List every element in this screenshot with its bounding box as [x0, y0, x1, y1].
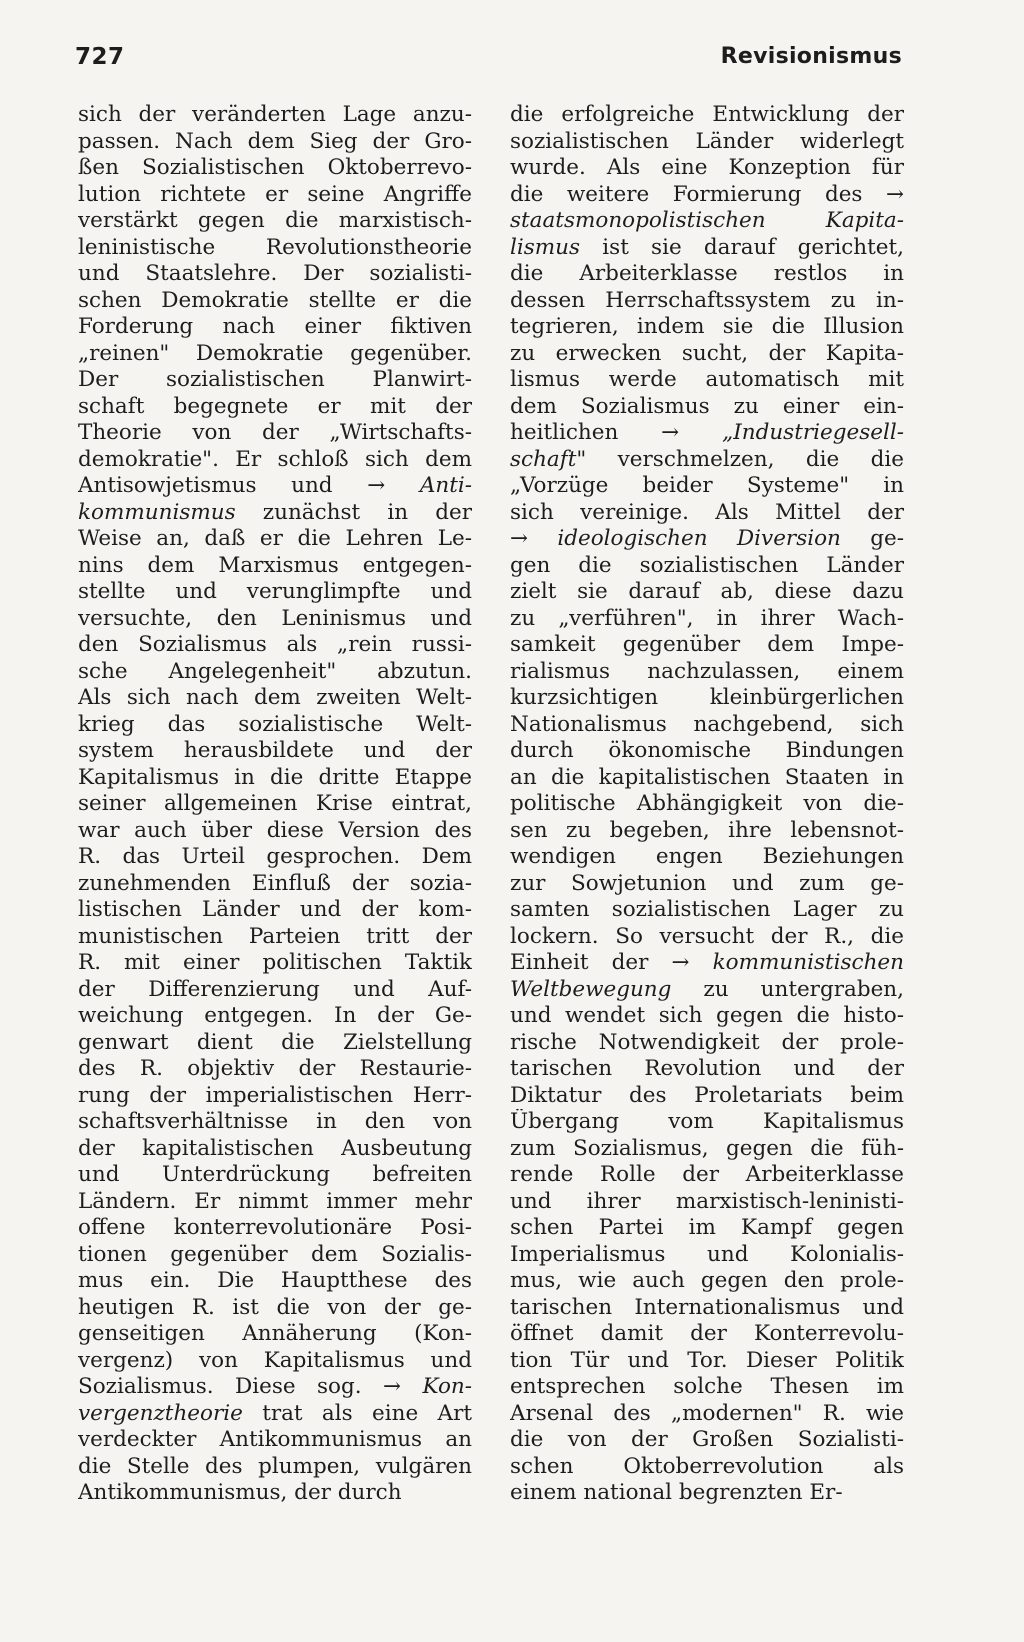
- text-segment: seiner allgemeinen Krise eintrat,: [78, 791, 472, 816]
- text-segment: munistischen Parteien tritt der: [78, 923, 472, 949]
- text-segment: genwart dient die Zielstellung: [78, 1029, 472, 1055]
- text-line: [510, 208, 904, 235]
- text-line: [78, 818, 472, 845]
- text-line: [78, 367, 472, 394]
- text-segment: zur Sowjetunion und zum ge-: [510, 870, 904, 896]
- text-line: [510, 659, 904, 686]
- text-line: [510, 182, 904, 209]
- text-segment: gen die sozialistischen Länder: [510, 552, 904, 578]
- text-segment: stellte und verunglimpfte und: [78, 579, 472, 604]
- text-segment: die Arbeiterklasse restlos in: [510, 261, 904, 286]
- text-line: [78, 394, 472, 421]
- text-segment: mus ein. Die Hauptthese des: [78, 1268, 472, 1293]
- text-segment: R. das Urteil gesprochen. Dem: [78, 844, 472, 869]
- text-line: [510, 924, 904, 951]
- text-segment: einem national begrenzten Er-: [510, 1480, 843, 1505]
- text-line: [78, 1136, 472, 1163]
- text-segment: tionen gegenüber dem Sozialis-: [78, 1241, 472, 1267]
- text-line: [78, 1083, 472, 1110]
- italic-term: schaft": [510, 446, 587, 472]
- text-line: [78, 341, 472, 368]
- text-line: [78, 871, 472, 898]
- text-segment: wendigen engen Beziehungen: [510, 844, 904, 869]
- text-segment: ist sie darauf gerichtet,: [580, 234, 904, 260]
- text-line: [78, 1321, 472, 1348]
- text-segment: Antikommunismus, der durch: [78, 1480, 402, 1505]
- italic-term: vergenztheorie: [78, 1400, 243, 1426]
- text-line: [78, 977, 472, 1004]
- text-line: [510, 1268, 904, 1295]
- italic-term: kommunismus: [78, 499, 236, 525]
- text-segment: dessen Herrschaftssystem zu in-: [510, 287, 904, 313]
- text-segment: und ihrer marxistisch-leninisti-: [510, 1188, 904, 1214]
- italic-term: kommunistischen: [712, 950, 904, 975]
- text-segment: Theorie von der „Wirtschafts-: [78, 420, 472, 445]
- text-segment: verdeckter Antikommunismus an: [78, 1427, 472, 1452]
- text-line: [78, 1056, 472, 1083]
- text-line: [510, 1030, 904, 1057]
- text-line: [510, 579, 904, 606]
- text-segment: Diktatur des Proletariats beim: [510, 1082, 904, 1108]
- text-line: [78, 1454, 472, 1481]
- text-segment: sozialistischen Länder widerlegt: [510, 128, 904, 154]
- text-segment: Einheit der →: [510, 950, 713, 975]
- text-segment: tarischen Revolution und der: [510, 1056, 904, 1081]
- text-segment: krieg das sozialistische Welt-: [78, 711, 472, 737]
- text-line: [78, 844, 472, 871]
- text-column-right: [510, 102, 904, 1507]
- text-line: [510, 129, 904, 156]
- text-line: [78, 155, 472, 182]
- text-segment: entsprechen solche Thesen im: [510, 1374, 904, 1399]
- italic-term: Kon-: [422, 1374, 472, 1399]
- text-segment: Imperialismus und Kolonialis-: [510, 1241, 904, 1267]
- text-line: [510, 341, 904, 368]
- text-line: [78, 553, 472, 580]
- text-line: [78, 950, 472, 977]
- text-line: [510, 1321, 904, 1348]
- text-line: [78, 235, 472, 262]
- text-segment: heutigen R. ist die von der ge-: [78, 1294, 472, 1320]
- text-line: [510, 1215, 904, 1242]
- text-segment: und wendet sich gegen die histo-: [510, 1003, 904, 1028]
- text-segment: Kapitalismus in die dritte Etappe: [78, 764, 472, 790]
- text-segment: →: [510, 526, 558, 551]
- text-line: [510, 526, 904, 553]
- text-segment: genseitigen Annäherung (Kon-: [78, 1321, 472, 1346]
- text-segment: sen zu begeben, ihre lebensnot-: [510, 817, 904, 843]
- text-segment: Weise an, daß er die Lehren Le-: [78, 526, 472, 551]
- text-segment: Übergang vom Kapitalismus: [510, 1109, 904, 1134]
- text-segment: R. mit einer politischen Taktik: [78, 950, 472, 975]
- text-line: [78, 473, 472, 500]
- text-line: [78, 1427, 472, 1454]
- text-segment: tegrieren, indem sie die Illusion: [510, 314, 904, 339]
- text-line: [78, 288, 472, 315]
- text-segment: trat als eine Art: [242, 1400, 472, 1426]
- text-line: [510, 1003, 904, 1030]
- text-segment: rialismus nachzulassen, einem: [510, 658, 904, 684]
- text-line: [78, 1189, 472, 1216]
- text-line: [510, 1295, 904, 1322]
- text-line: [510, 632, 904, 659]
- text-line: [78, 738, 472, 765]
- text-line: [78, 1030, 472, 1057]
- text-line: [78, 208, 472, 235]
- text-segment: des R. objektiv der Restaurie-: [78, 1056, 472, 1081]
- text-segment: demokratie". Er schloß sich dem: [78, 446, 472, 472]
- text-segment: rische Notwendigkeit der prole-: [510, 1029, 904, 1055]
- text-segment: Als sich nach dem zweiten Welt-: [78, 685, 472, 710]
- text-line: [78, 1268, 472, 1295]
- text-segment: zunächst in der: [235, 499, 472, 525]
- text-segment: system herausbildete und der: [78, 738, 472, 763]
- text-line: [510, 500, 904, 527]
- italic-term: Weltbewegung: [510, 976, 672, 1002]
- text-segment: zu erwecken sucht, der Kapita-: [510, 340, 904, 366]
- text-line: [510, 367, 904, 394]
- text-line: [78, 1109, 472, 1136]
- text-segment: die erfolgreiche Entwicklung der: [510, 102, 904, 127]
- text-line: [78, 182, 472, 209]
- text-segment: und Staatslehre. Der sozialisti-: [78, 261, 472, 286]
- italic-term: staatsmonopolistischen Kapita-: [510, 208, 904, 233]
- text-line: [510, 818, 904, 845]
- text-segment: kurzsichtigen kleinbürgerlichen: [510, 685, 904, 710]
- text-line: [510, 844, 904, 871]
- text-line: [78, 924, 472, 951]
- italic-term: lismus: [510, 234, 581, 260]
- text-segment: passen. Nach dem Sieg der Gro-: [78, 128, 472, 154]
- text-line: [510, 871, 904, 898]
- text-line: [78, 765, 472, 792]
- text-line: [510, 1374, 904, 1401]
- text-segment: „Vorzüge beider Systeme" in: [510, 473, 904, 498]
- text-segment: verstärkt gegen die marxistisch-: [78, 208, 472, 233]
- text-segment: sche Angelegenheit" abzutun.: [78, 658, 472, 684]
- text-segment: den Sozialismus als „rein russi-: [78, 632, 472, 657]
- text-line: [510, 447, 904, 474]
- text-line: [510, 553, 904, 580]
- text-segment: rung der imperialistischen Herr-: [78, 1082, 472, 1108]
- text-line: [510, 712, 904, 739]
- text-line: [510, 473, 904, 500]
- text-line: [78, 129, 472, 156]
- text-segment: schen Partei im Kampf gegen: [510, 1215, 904, 1240]
- text-segment: zunehmenden Einfluß der sozia-: [78, 870, 472, 896]
- text-segment: tion Tür und Tor. Dieser Politik: [510, 1347, 904, 1373]
- text-line: [78, 897, 472, 924]
- text-segment: lution richtete er seine Angriffe: [78, 181, 472, 207]
- text-segment: zum Sozialismus, gegen die füh-: [510, 1135, 904, 1161]
- text-segment: heitlichen →: [510, 420, 723, 445]
- text-line: [510, 235, 904, 262]
- text-line: [510, 1162, 904, 1189]
- text-line: [78, 659, 472, 686]
- text-segment: sich der veränderten Lage anzu-: [78, 102, 472, 127]
- text-segment: rende Rolle der Arbeiterklasse: [510, 1162, 904, 1187]
- text-segment: nins dem Marxismus entgegen-: [78, 552, 472, 578]
- text-line: [78, 314, 472, 341]
- text-segment: der kapitalistischen Ausbeutung: [78, 1135, 472, 1161]
- text-line: [78, 500, 472, 527]
- text-segment: Forderung nach einer fiktiven: [78, 314, 472, 339]
- text-line: [510, 950, 904, 977]
- text-line: [510, 738, 904, 765]
- text-line: [510, 1401, 904, 1428]
- text-line: [510, 685, 904, 712]
- text-segment: die von der Großen Sozialisti-: [510, 1427, 904, 1452]
- text-line: [78, 579, 472, 606]
- text-line: [510, 977, 904, 1004]
- text-segment: vergenz) von Kapitalismus und: [78, 1347, 472, 1373]
- text-line: [510, 1083, 904, 1110]
- text-line: [78, 1348, 472, 1375]
- text-line: [510, 1427, 904, 1454]
- text-line: [510, 155, 904, 182]
- text-segment: Arsenal des „modernen" R. wie: [510, 1400, 904, 1426]
- text-line: [78, 1242, 472, 1269]
- text-line: [510, 314, 904, 341]
- text-line: [510, 1480, 904, 1507]
- text-line: [510, 606, 904, 633]
- text-line: [78, 1480, 472, 1507]
- text-segment: listischen Länder und der kom-: [78, 897, 472, 922]
- text-segment: wurde. Als eine Konzeption für: [510, 155, 904, 180]
- text-line: [510, 765, 904, 792]
- text-segment: die weitere Formierung des →: [510, 181, 904, 207]
- text-line: [78, 420, 472, 447]
- text-segment: Der sozialistischen Planwirt-: [78, 367, 472, 392]
- text-segment: Ländern. Er nimmt immer mehr: [78, 1188, 472, 1214]
- text-segment: zu „verführen", in ihrer Wach-: [510, 605, 904, 631]
- text-line: [510, 1454, 904, 1481]
- text-segment: schaft begegnete er mit der: [78, 393, 472, 419]
- text-segment: lismus werde automatisch mit: [510, 367, 904, 392]
- text-segment: Antisowjetismus und →: [78, 473, 420, 498]
- text-line: [510, 261, 904, 288]
- text-segment: samkeit gegenüber dem Impe-: [510, 632, 904, 657]
- text-segment: offene konterrevolutionäre Posi-: [78, 1215, 472, 1240]
- page-number: 727: [75, 44, 125, 70]
- text-segment: sich vereinige. Als Mittel der: [510, 499, 904, 525]
- text-line: [78, 1215, 472, 1242]
- text-line: [78, 791, 472, 818]
- text-segment: öffnet damit der Konterrevolu-: [510, 1321, 904, 1346]
- text-line: [510, 897, 904, 924]
- italic-term: ideologischen Diversion: [557, 526, 841, 551]
- italic-term: „Industriegesell-: [722, 420, 904, 445]
- text-line: [510, 1136, 904, 1163]
- text-segment: der Differenzierung und Auf-: [78, 976, 472, 1002]
- text-segment: verschmelzen, die die: [586, 446, 904, 472]
- text-segment: Sozialismus. Diese sog. →: [78, 1374, 423, 1399]
- text-segment: Nationalismus nachgebend, sich: [510, 711, 904, 737]
- text-segment: dem Sozialismus zu einer ein-: [510, 393, 904, 419]
- text-segment: mus, wie auch gegen den prole-: [510, 1268, 904, 1293]
- text-segment: lockern. So versucht der R., die: [510, 923, 904, 949]
- text-segment: politische Abhängigkeit von die-: [510, 791, 904, 816]
- text-line: [78, 1003, 472, 1030]
- text-segment: tarischen Internationalismus und: [510, 1294, 904, 1320]
- text-segment: leninistische Revolutionstheorie: [78, 234, 472, 260]
- text-line: [510, 102, 904, 129]
- text-line: [78, 712, 472, 739]
- text-segment: schaftsverhältnisse in den von: [78, 1109, 472, 1134]
- text-segment: die Stelle des plumpen, vulgären: [78, 1453, 472, 1479]
- text-line: [78, 632, 472, 659]
- text-line: [510, 1056, 904, 1083]
- text-segment: an die kapitalistischen Staaten in: [510, 764, 904, 790]
- text-line: [510, 1348, 904, 1375]
- text-segment: samten sozialistischen Lager zu: [510, 897, 904, 922]
- text-line: [78, 261, 472, 288]
- text-segment: schen Demokratie stellte er die: [78, 287, 472, 313]
- text-segment: weichung entgegen. In der Ge-: [78, 1003, 472, 1028]
- text-line: [78, 526, 472, 553]
- text-segment: „reinen" Demokratie gegenüber.: [78, 340, 472, 366]
- text-line: [510, 420, 904, 447]
- text-line: [78, 685, 472, 712]
- text-column-left: [78, 102, 472, 1507]
- text-line: [78, 447, 472, 474]
- text-line: [78, 1374, 472, 1401]
- text-line: [510, 288, 904, 315]
- text-segment: ßen Sozialistischen Oktoberrevo-: [78, 155, 472, 180]
- running-head: Revisionismus: [720, 44, 902, 69]
- text-segment: zu untergraben,: [671, 976, 904, 1002]
- text-line: [510, 394, 904, 421]
- text-line: [510, 1242, 904, 1269]
- text-line: [78, 1401, 472, 1428]
- text-segment: war auch über diese Version des: [78, 817, 472, 843]
- text-line: [78, 102, 472, 129]
- text-line: [510, 1109, 904, 1136]
- text-line: [78, 1162, 472, 1189]
- text-line: [78, 606, 472, 633]
- text-line: [510, 791, 904, 818]
- text-segment: versuchte, den Leninismus und: [78, 605, 472, 631]
- text-segment: und Unterdrückung befreiten: [78, 1162, 472, 1187]
- text-segment: schen Oktoberrevolution als: [510, 1453, 904, 1479]
- text-segment: ge-: [840, 526, 904, 551]
- text-line: [78, 1295, 472, 1322]
- italic-term: Anti-: [419, 473, 472, 498]
- text-segment: durch ökonomische Bindungen: [510, 738, 904, 763]
- text-line: [510, 1189, 904, 1216]
- text-segment: zielt sie darauf ab, diese dazu: [510, 579, 904, 604]
